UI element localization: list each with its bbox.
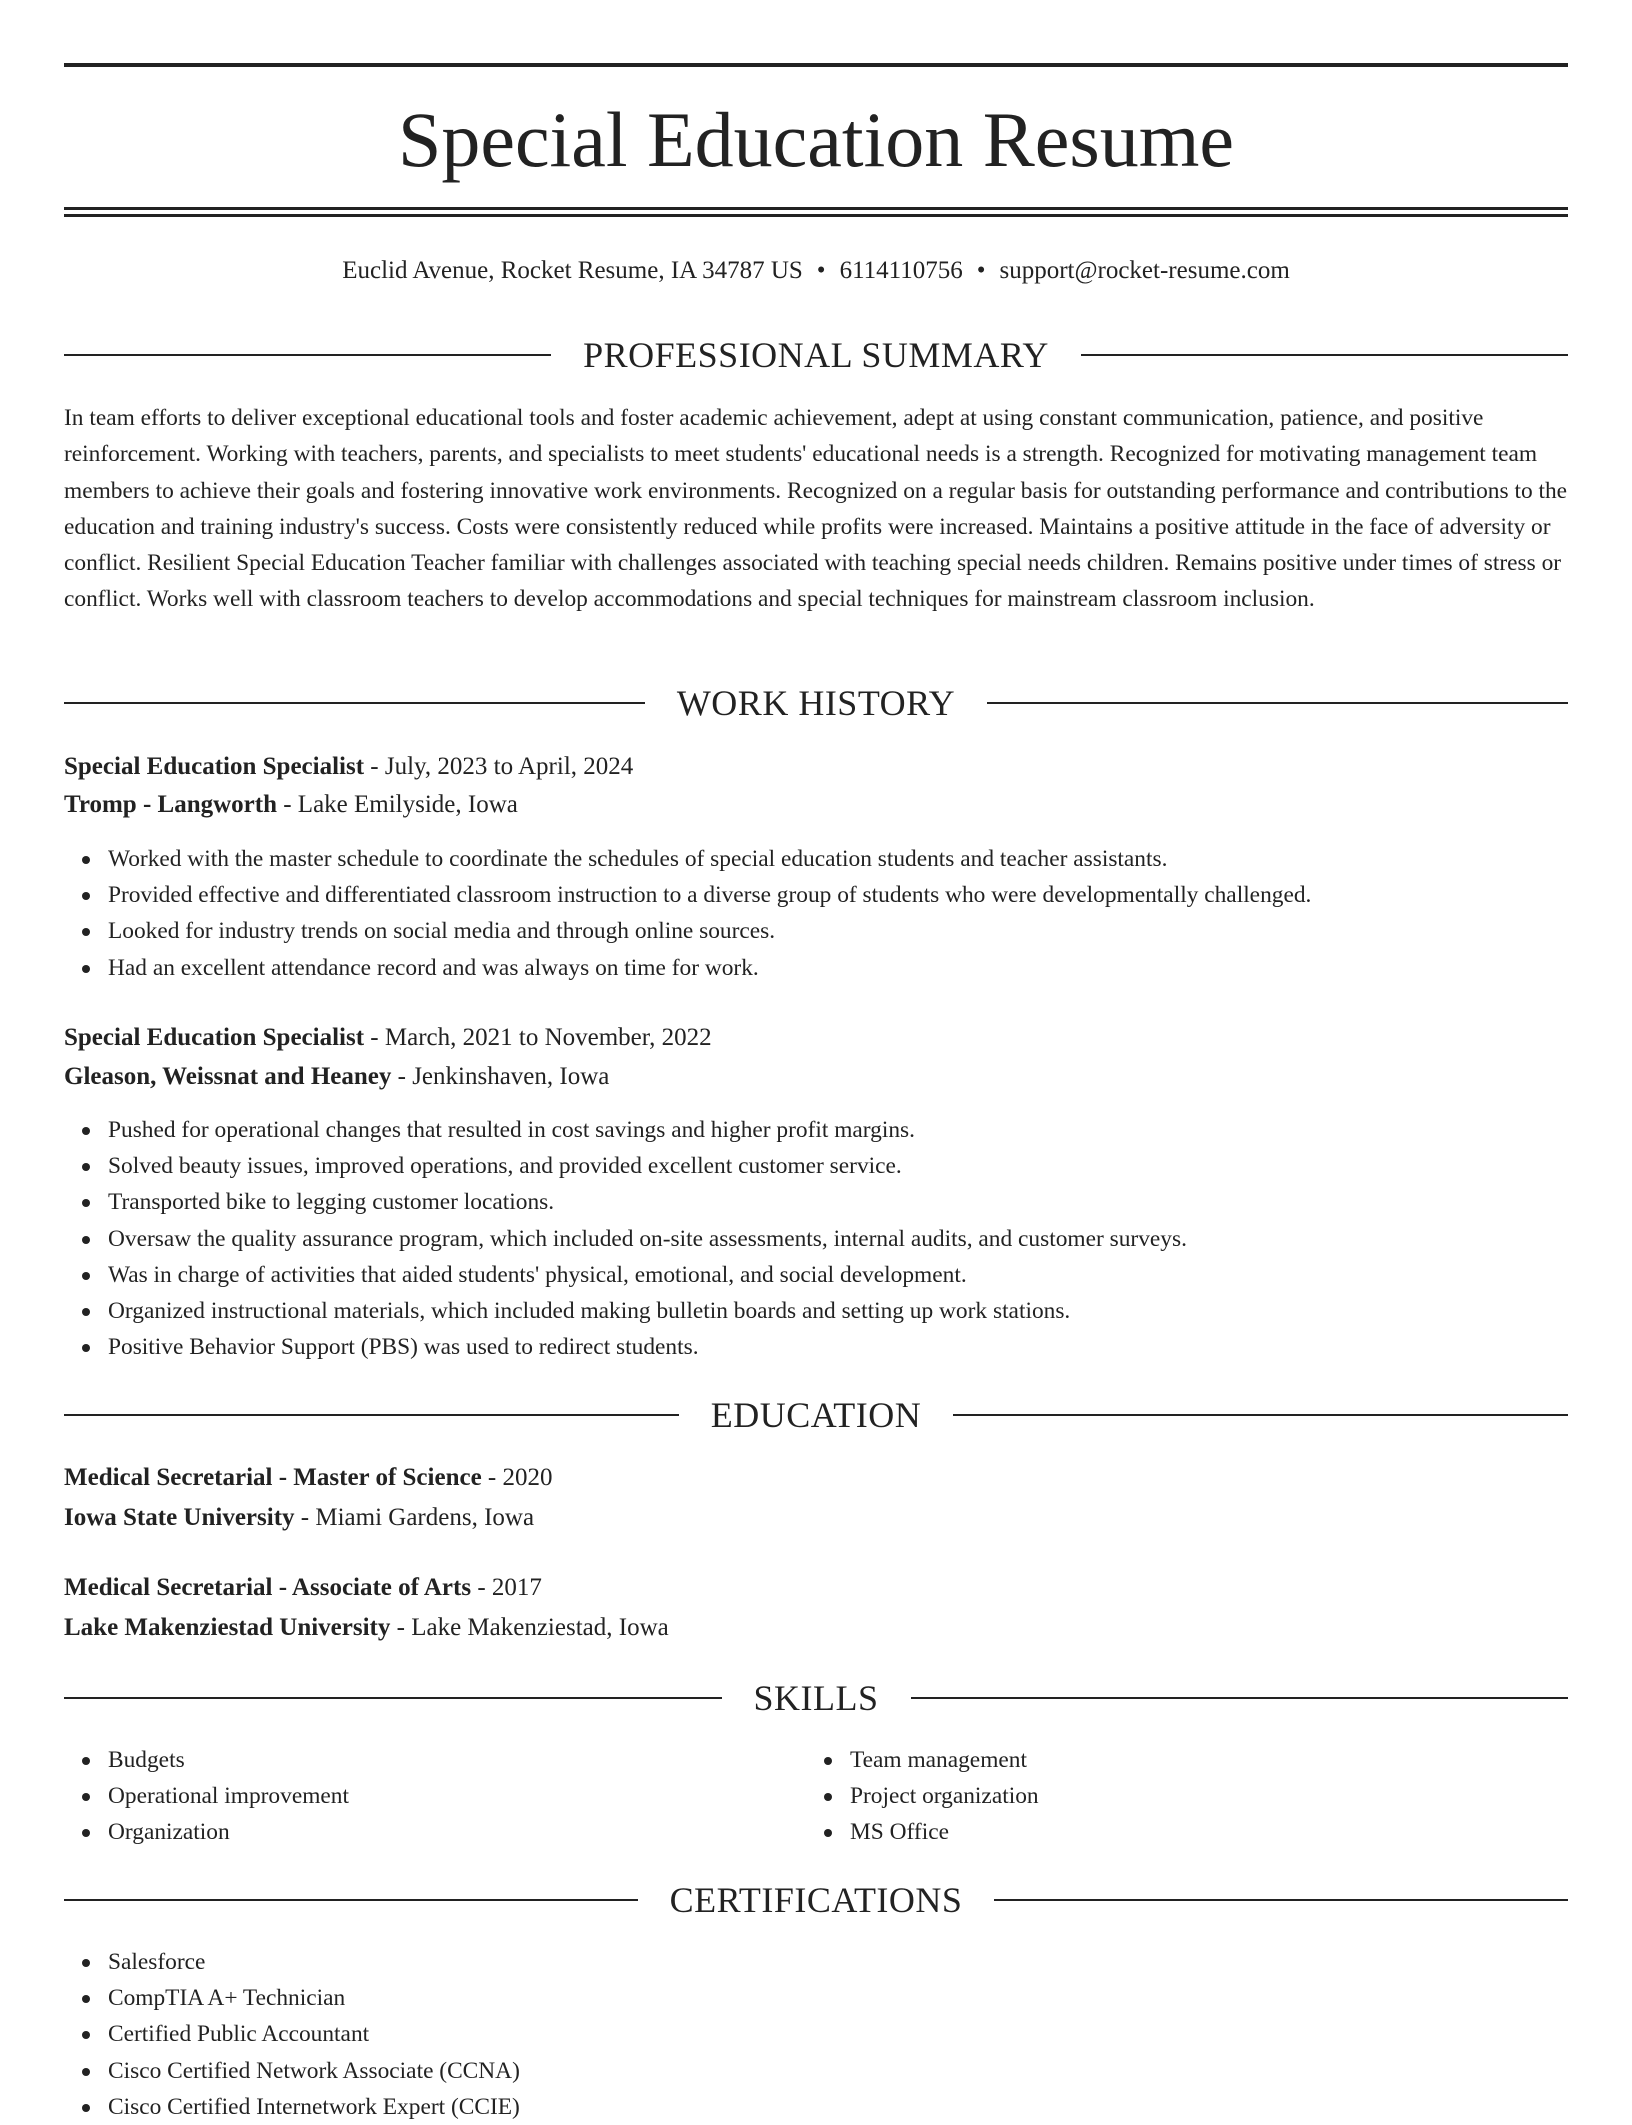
- top-rule: [64, 63, 1568, 67]
- heading-rule: [953, 1414, 1568, 1416]
- job-company-line: [64, 788, 1568, 822]
- heading-rule: [987, 702, 1568, 704]
- list-item: Team management: [850, 1742, 1550, 1778]
- heading-rule: [64, 354, 551, 356]
- education-school-line: [64, 1501, 1568, 1535]
- certifications-list: [64, 1944, 1568, 2125]
- section-title: PROFESSIONAL SUMMARY: [583, 335, 1049, 375]
- list-item: Organized instructional materials, which included making bulletin boards and setting up work stations.: [108, 1293, 1568, 1329]
- education-school-line: [64, 1611, 1568, 1645]
- contact-line: [64, 254, 1568, 288]
- heading-rule: [1081, 354, 1568, 356]
- list-item: Pushed for operational changes that resulted in cost savings and higher profit margins.: [108, 1112, 1568, 1148]
- heading-rule: [64, 1414, 679, 1416]
- job-title-line: [64, 750, 1568, 784]
- job-dates: - July, 2023 to April, 2024: [364, 753, 634, 780]
- list-item: Solved beauty issues, improved operations, and provided excellent customer service.: [108, 1148, 1568, 1184]
- list-item: Salesforce: [108, 1944, 1568, 1980]
- list-item: MS Office: [850, 1814, 1550, 1850]
- list-item: Operational improvement: [108, 1778, 808, 1814]
- section-heading-skills: [64, 1676, 1568, 1720]
- list-item: Budgets: [108, 1742, 808, 1778]
- section-heading-education: [64, 1393, 1568, 1437]
- section-heading-work-history: [64, 681, 1568, 725]
- job-company: Tromp - Langworth: [64, 791, 277, 818]
- education-year: - 2020: [481, 1464, 553, 1491]
- list-item: Transported bike to legging customer locations.: [108, 1184, 1568, 1220]
- education-location: - Miami Gardens, Iowa: [294, 1504, 535, 1531]
- section-heading-certifications: [64, 1878, 1568, 1922]
- list-item: Cisco Certified Network Associate (CCNA): [108, 2053, 1568, 2089]
- job-title: Special Education Specialist: [64, 753, 365, 780]
- resume-title: Special Education Resume: [397, 96, 1235, 183]
- job-location: - Lake Emilyside, Iowa: [276, 791, 518, 818]
- education-degree-line: [64, 1461, 1568, 1495]
- list-item: Certified Public Accountant: [108, 2016, 1568, 2052]
- job-location: - Jenkinshaven, Iowa: [391, 1063, 610, 1090]
- heading-rule: [994, 1899, 1568, 1901]
- section-title: SKILLS: [753, 1678, 879, 1718]
- contact-email: support@rocket-resume.com: [999, 257, 1290, 284]
- contact-phone: 6114110756: [839, 257, 963, 284]
- job-title-line: [64, 1021, 1568, 1055]
- education-degree-line: [64, 1571, 1568, 1605]
- education-school: Lake Makenziestad University: [64, 1614, 391, 1641]
- job-bullets: [64, 1112, 1568, 1365]
- section-title: CERTIFICATIONS: [669, 1880, 963, 1920]
- education-location: - Lake Makenziestad, Iowa: [390, 1614, 669, 1641]
- job-company-line: [64, 1060, 1568, 1094]
- list-item: Worked with the master schedule to coordinate the schedules of special education students and teacher assistants.: [108, 841, 1568, 877]
- list-item: Looked for industry trends on social media and through online sources.: [108, 913, 1568, 949]
- skills-list-right: [806, 1742, 1550, 1851]
- job-title: Special Education Specialist: [64, 1024, 365, 1051]
- heading-rule: [64, 1899, 638, 1901]
- education-degree: Medical Secretarial - Master of Science: [64, 1464, 482, 1491]
- contact-separator: •: [976, 257, 986, 284]
- skills-list-left: [64, 1742, 808, 1851]
- list-item: CompTIA A+ Technician: [108, 1980, 1568, 2016]
- heading-rule: [911, 1697, 1569, 1699]
- list-item: Provided effective and differentiated classroom instruction to a diverse group of students who were developmentally challenged.: [108, 877, 1568, 913]
- contact-address: Euclid Avenue, Rocket Resume, IA 34787 US: [342, 257, 803, 284]
- education-school: Iowa State University: [64, 1504, 295, 1531]
- list-item: Oversaw the quality assurance program, which included on-site assessments, internal audits, and customer surveys.: [108, 1221, 1568, 1257]
- job-company: Gleason, Weissnat and Heaney: [64, 1063, 392, 1090]
- list-item: Cisco Certified Internetwork Expert (CCIE): [108, 2089, 1568, 2125]
- section-title: EDUCATION: [710, 1395, 922, 1435]
- section-heading-summary: [64, 333, 1568, 377]
- list-item: Had an excellent attendance record and was always on time for work.: [108, 950, 1568, 986]
- job-dates: - March, 2021 to November, 2022: [364, 1024, 712, 1051]
- summary-text: In team efforts to deliver exceptional educational tools and foster academic achievement, adept at using constant communication, patience, and positive reinforcement. Working with teachers, parents, and specialists to meet students' educational needs is a strength. Recognized for motivating management team members to achieve their goals and fostering innovative work environments. Recognized on a regular basis for outstanding performance and contributions to the education and training industry's success. Costs were consistently reduced while profits were increased. Maintains a positive attitude in the face of adversity or conflict. Resilient Special Education Teacher familiar with challenges associated with teaching special needs children. Remains positive under times of stress or conflict. Works well with classroom teachers to develop accommodations and special techniques for mainstream classroom inclusion.: [64, 405, 1568, 613]
- heading-rule: [64, 702, 645, 704]
- contact-separator: •: [816, 257, 826, 284]
- list-item: Organization: [108, 1814, 808, 1850]
- heading-rule: [64, 1697, 722, 1699]
- list-item: Was in charge of activities that aided students' physical, emotional, and social development.: [108, 1257, 1568, 1293]
- education-year: - 2017: [471, 1574, 542, 1601]
- list-item: Project organization: [850, 1778, 1550, 1814]
- list-item: Positive Behavior Support (PBS) was used to redirect students.: [108, 1329, 1568, 1365]
- title-double-rule: [64, 207, 1568, 217]
- education-degree: Medical Secretarial - Associate of Arts: [64, 1574, 472, 1601]
- job-bullets: [64, 841, 1568, 986]
- section-title: WORK HISTORY: [676, 683, 956, 723]
